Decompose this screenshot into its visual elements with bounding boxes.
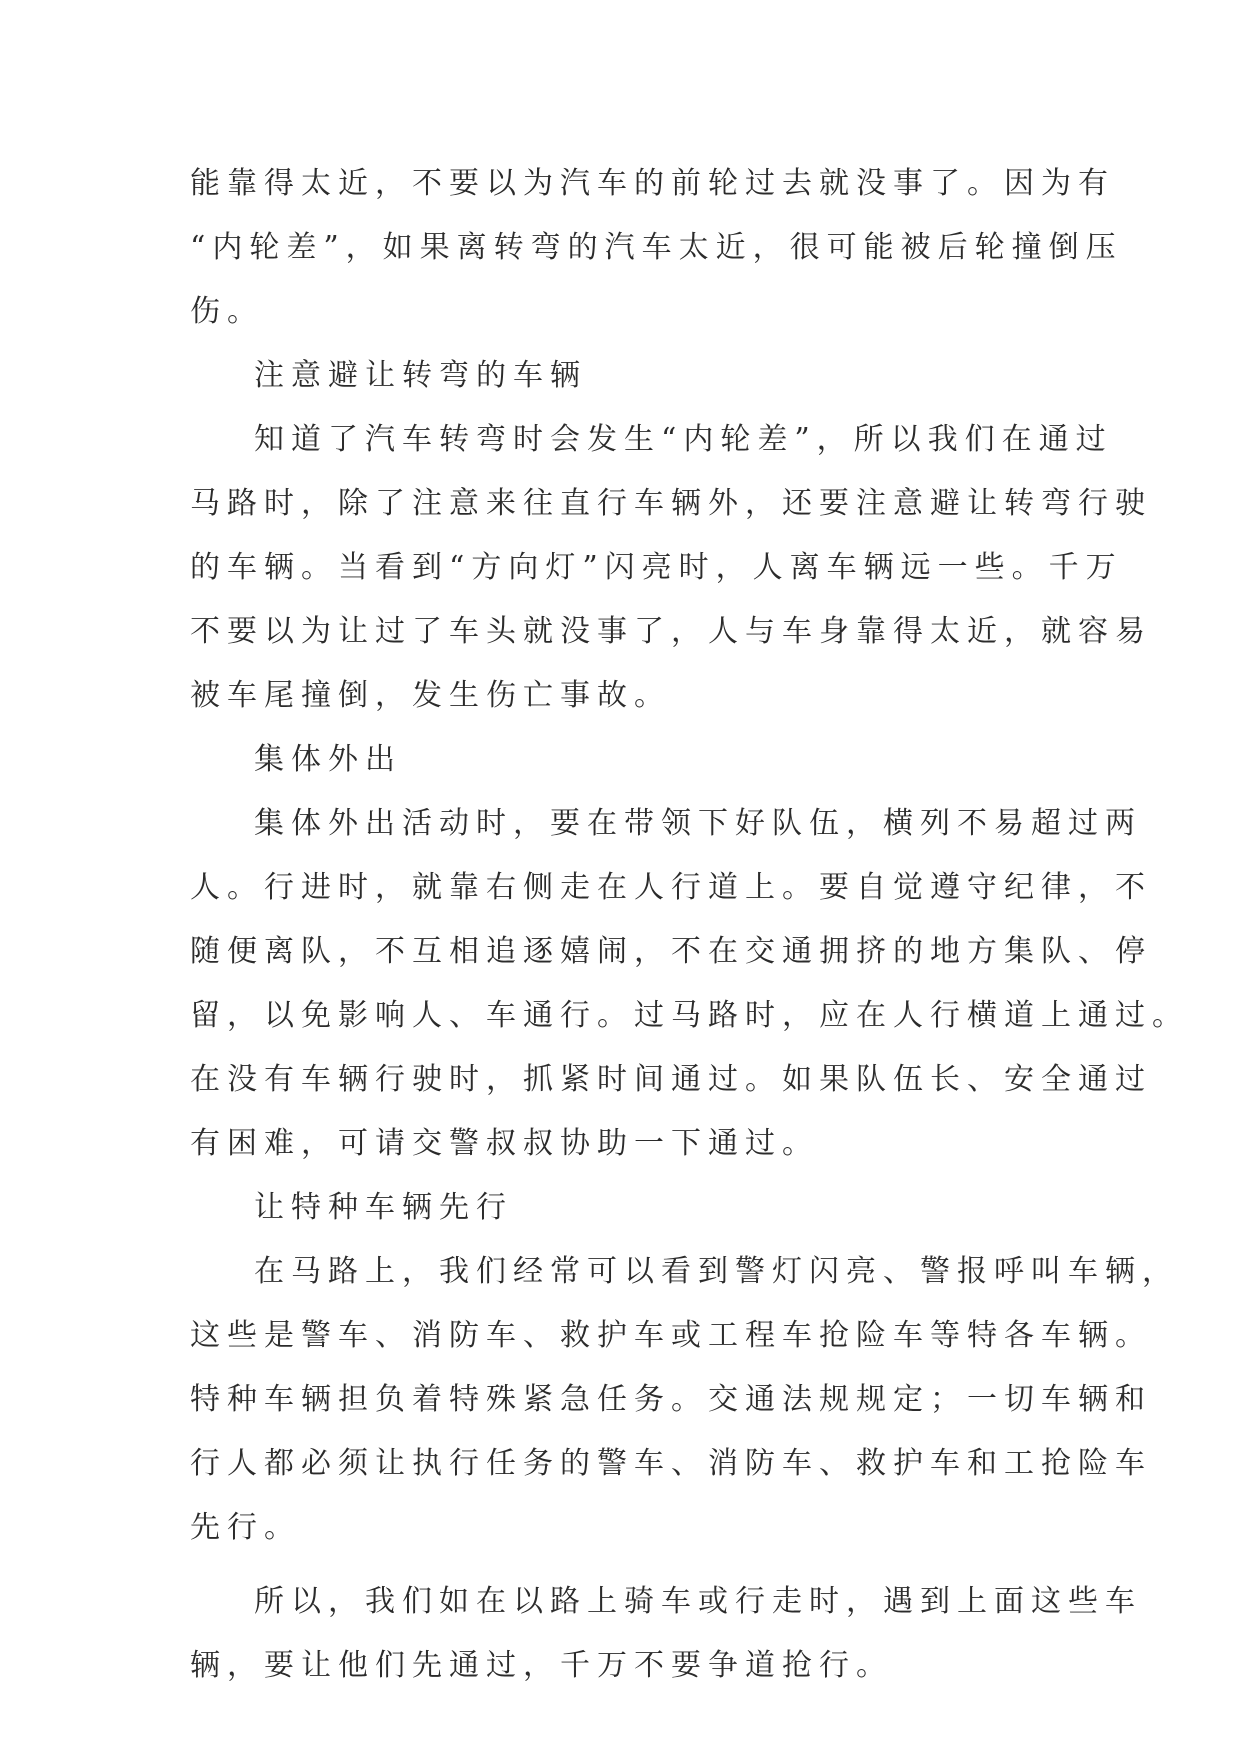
section-heading-group-outing xyxy=(190,728,1070,792)
document-page xyxy=(190,152,1189,1698)
paragraph-line: “内轮差”，如果离转弯的汽车太近，很可能被后轮撞倒压 xyxy=(190,230,1123,265)
paragraph-line: 被车尾撞倒，发生伤亡事故。 xyxy=(190,678,671,713)
paragraph-special-vehicles xyxy=(190,1240,1179,1560)
section-heading-turning-vehicles xyxy=(190,344,1070,408)
section-heading: 让特种车辆先行 xyxy=(254,1190,513,1225)
paragraph-line: 特种车辆担负着特殊紧急任务。交通法规规定；一切车辆和 xyxy=(190,1382,1152,1417)
paragraph-line: 留，以免影响人、车通行。过马路时，应在人行横道上通过。 xyxy=(190,998,1189,1033)
paragraph-line: 不要以为让过了车头就没事了，人与车身靠得太近，就容易 xyxy=(190,614,1152,649)
paragraph-line: 的车辆。当看到“方向灯”闪亮时，人离车辆远一些。千万 xyxy=(190,550,1123,585)
paragraph-line: 行人都必须让执行任务的警车、消防车、救护车和工抢险车 xyxy=(190,1446,1152,1481)
paragraph-line: 所以，我们如在以路上骑车或行走时，遇到上面这些车 xyxy=(254,1584,1142,1619)
paragraph-line: 人。行进时，就靠右侧走在人行道上。要自觉遵守纪律，不 xyxy=(190,870,1152,905)
paragraph-line: 能靠得太近，不要以为汽车的前轮过去就没事了。因为有 xyxy=(190,166,1115,201)
paragraph-line: 这些是警车、消防车、救护车或工程车抢险车等特各车辆。 xyxy=(190,1318,1152,1353)
paragraph-line: 集体外出活动时，要在带领下好队伍，横列不易超过两 xyxy=(254,806,1142,841)
paragraph-line: 有困难，可请交警叔叔协助一下通过。 xyxy=(190,1126,819,1161)
paragraph-line: 知道了汽车转弯时会发生“内轮差”，所以我们在通过 xyxy=(254,422,1113,457)
paragraph-line: 在马路上，我们经常可以看到警灯闪亮、警报呼叫车辆， xyxy=(254,1254,1179,1289)
paragraph-conclusion xyxy=(190,1570,1142,1698)
paragraph-continued xyxy=(190,152,1123,344)
paragraph-line: 随便离队，不互相追逐嬉闹，不在交通拥挤的地方集队、停 xyxy=(190,934,1152,969)
section-heading: 集体外出 xyxy=(254,742,402,777)
paragraph-line: 辆，要让他们先通过，千万不要争道抢行。 xyxy=(190,1648,893,1683)
section-heading-special-vehicles xyxy=(190,1176,1070,1240)
paragraph-group-outing xyxy=(190,792,1189,1176)
paragraph-line: 伤。 xyxy=(190,294,264,329)
paragraph-turning-vehicles xyxy=(190,408,1152,728)
paragraph-line: 马路时，除了注意来往直行车辆外，还要注意避让转弯行驶 xyxy=(190,486,1152,521)
paragraph-line: 先行。 xyxy=(190,1510,301,1545)
paragraph-line: 在没有车辆行驶时，抓紧时间通过。如果队伍长、安全通过 xyxy=(190,1062,1152,1097)
section-heading: 注意避让转弯的车辆 xyxy=(254,358,587,393)
